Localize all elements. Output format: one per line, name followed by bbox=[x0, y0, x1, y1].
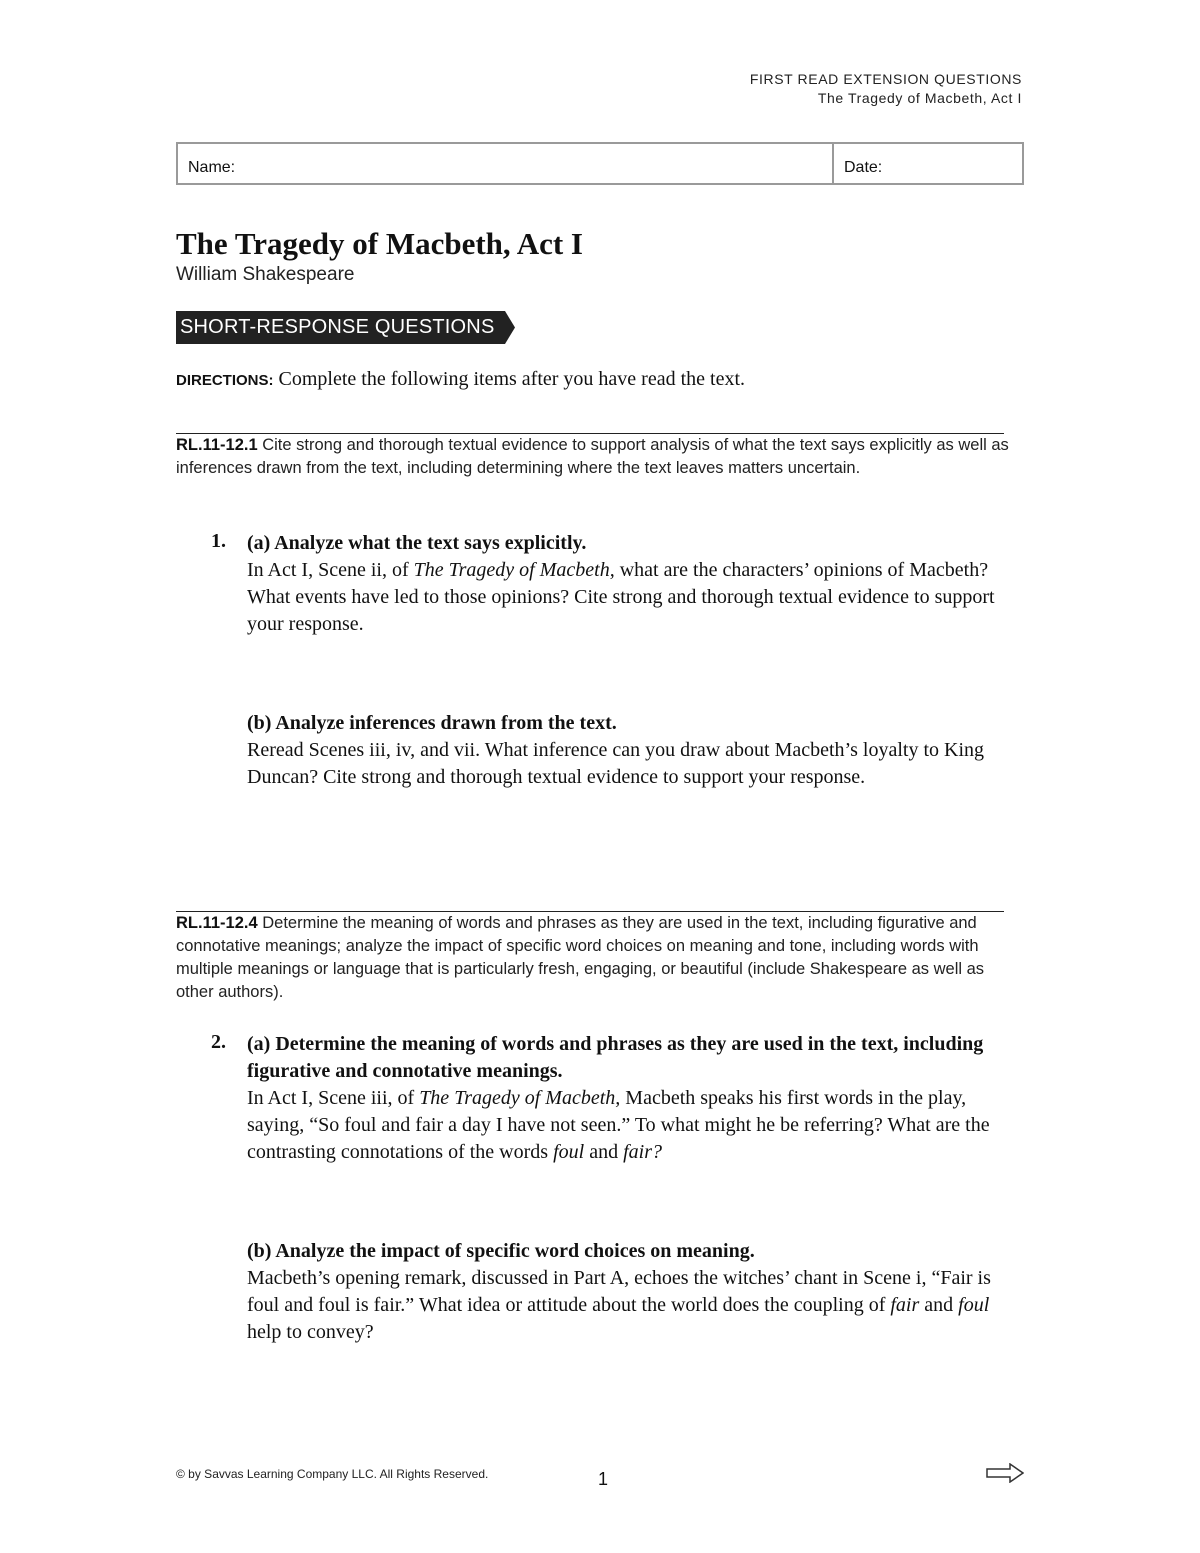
header-title: FIRST READ EXTENSION QUESTIONS bbox=[749, 71, 1022, 87]
emphasized-word: foul bbox=[958, 1294, 990, 1316]
question-1b bbox=[247, 710, 1027, 791]
standard-text: Determine the meaning of words and phrases as they are used in the text, including figurative and connotative meanings; analyze the impact of specific word choices on meaning and tone, including words with multiple meanings or language that is particularly fresh, engaging, or beautiful (include Shakespeare as well as other authors). bbox=[176, 914, 985, 1001]
section-banner-label: SHORT-RESPONSE QUESTIONS bbox=[176, 311, 505, 344]
standard-code: RL.11-12.4 bbox=[176, 914, 258, 932]
directions-text: Complete the following items after you have read the text. bbox=[273, 368, 746, 390]
prompt-text: Macbeth’s opening remark, discussed in Part A, echoes the witches’ chant in Scene i, “Fair is foul and foul is fair.” What idea or attitude about the world does the coupling of bbox=[247, 1267, 991, 1316]
question-2a bbox=[247, 1031, 1027, 1166]
copyright-notice: © by Savvas Learning Company LLC. All Rights Reserved. bbox=[176, 1467, 489, 1481]
question-heading: (b) Analyze the impact of specific word choices on meaning. bbox=[247, 1240, 755, 1262]
emphasized-word: fair bbox=[890, 1294, 920, 1316]
question-prompt bbox=[247, 1265, 1027, 1346]
emphasized-word: fair? bbox=[623, 1141, 662, 1163]
prompt-text: what are the characters’ opinions of Macbeth? What events have led to those opinions? Cite strong and thorough textual evidence to support your response. bbox=[247, 559, 995, 635]
question-2b bbox=[247, 1238, 1027, 1346]
section-banner bbox=[176, 311, 505, 344]
work-title: The Tragedy of Macbeth, bbox=[419, 1087, 621, 1109]
name-date-box bbox=[176, 142, 1024, 185]
question-number: 1. bbox=[211, 530, 226, 552]
question-heading: (b) Analyze inferences drawn from the text. bbox=[247, 712, 617, 734]
page-number: 1 bbox=[598, 1469, 609, 1489]
document-title: The Tragedy of Macbeth, Act I bbox=[176, 226, 583, 261]
standard-text: Cite strong and thorough textual evidence to support analysis of what the text says explicitly as well as inferences drawn from the text, including determining where the text leaves matters uncertain. bbox=[176, 436, 1009, 477]
standard-rl-4 bbox=[176, 912, 1026, 1004]
date-label: Date: bbox=[844, 159, 883, 176]
standard-rl-1 bbox=[176, 434, 1026, 480]
prompt-text: Macbeth speaks his first words in the play, saying, “So foul and fair a day I have not seen.” To what might he be referring? What are the contrasting connotations of the words bbox=[247, 1087, 990, 1163]
directions bbox=[176, 368, 745, 391]
question-1a bbox=[247, 530, 1027, 638]
emphasized-word: foul bbox=[553, 1141, 585, 1163]
prompt-text: help to convey? bbox=[247, 1321, 374, 1343]
prompt-text: In Act I, Scene iii, of bbox=[247, 1087, 420, 1109]
page-header bbox=[750, 70, 1022, 108]
prompt-text: and bbox=[584, 1141, 624, 1163]
work-title: The Tragedy of Macbeth, bbox=[413, 559, 615, 581]
name-field[interactable] bbox=[178, 144, 834, 183]
question-prompt: Reread Scenes iii, iv, and vii. What inference can you draw about Macbeth’s loyalty to King Duncan? Cite strong and thorough textual evidence to support your response. bbox=[247, 739, 985, 788]
date-field[interactable] bbox=[834, 144, 1022, 183]
right-arrow-icon[interactable] bbox=[986, 1463, 1024, 1488]
header-subtitle: The Tragedy of Macbeth, Act I bbox=[817, 90, 1022, 106]
banner-arrow-icon bbox=[505, 311, 517, 344]
document-author: William Shakespeare bbox=[176, 264, 355, 285]
standard-code: RL.11-12.1 bbox=[176, 436, 258, 454]
question-heading: (a) Determine the meaning of words and phrases as they are used in the text, including figurative and connotative meanings. bbox=[247, 1033, 984, 1082]
question-heading: (a) Analyze what the text says explicitly. bbox=[247, 532, 587, 554]
question-prompt bbox=[247, 557, 1027, 638]
prompt-text: and bbox=[919, 1294, 959, 1316]
directions-label: DIRECTIONS: bbox=[176, 372, 274, 389]
question-number: 2. bbox=[211, 1031, 226, 1053]
question-prompt bbox=[247, 1085, 1027, 1166]
name-label: Name: bbox=[188, 159, 236, 176]
prompt-text: In Act I, Scene ii, of bbox=[247, 559, 414, 581]
